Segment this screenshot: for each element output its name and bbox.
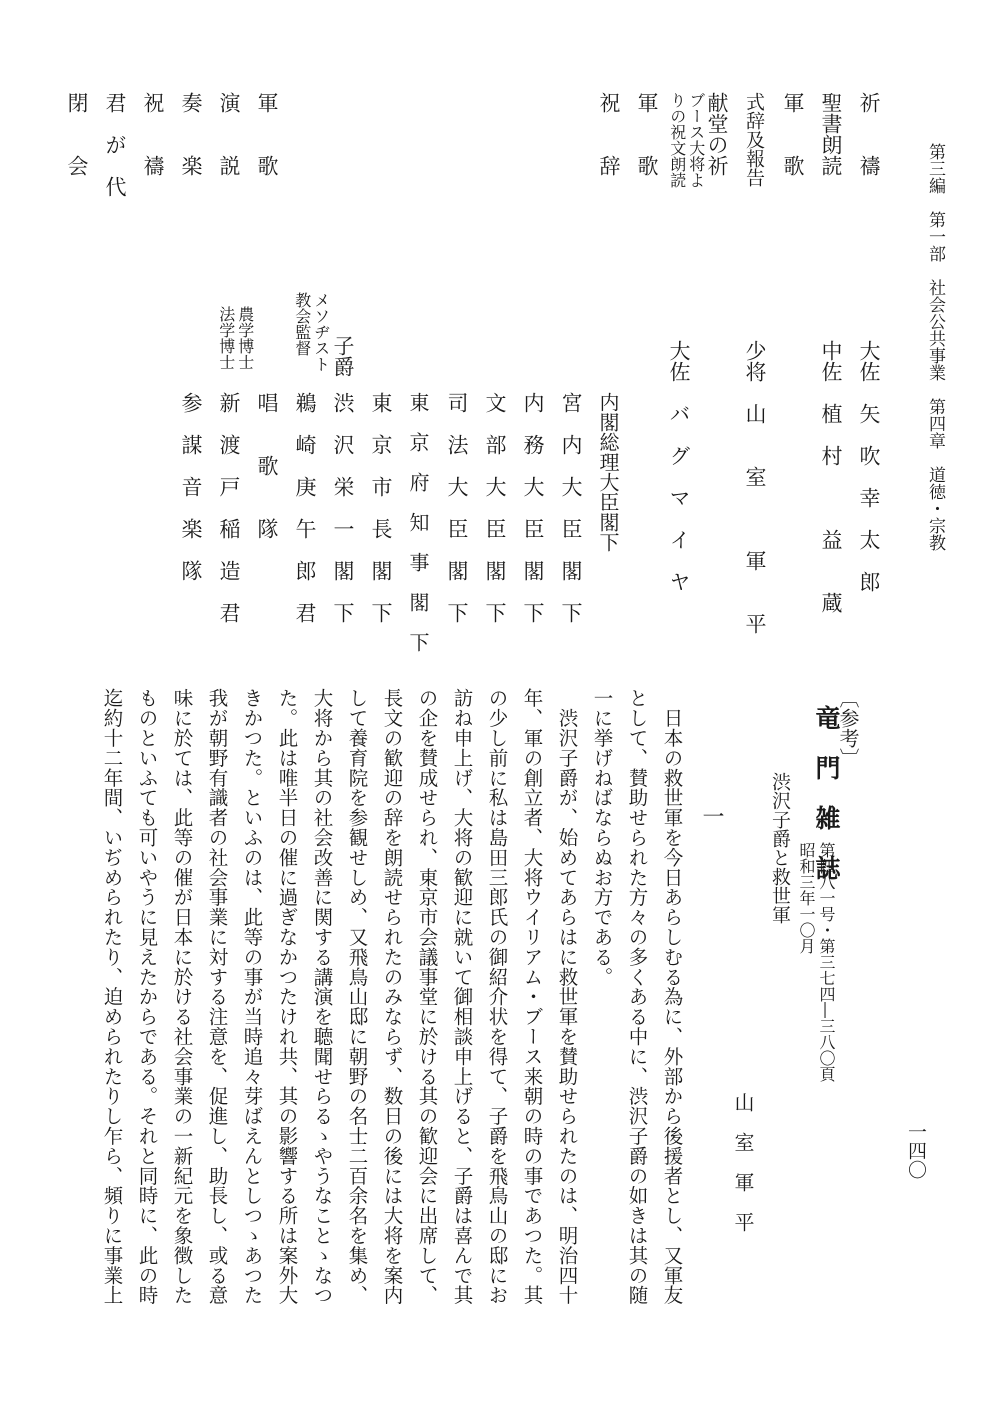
- program-label-closing: 閉 会: [65, 92, 89, 176]
- body-line: の企を賛成せられ、東京市会議事堂に於ける其の歓迎会に出席して、: [415, 688, 439, 1305]
- journal-date: 昭和三年一〇月: [797, 842, 816, 954]
- journal-issue: 第四八一号・第三七四―三八〇頁: [817, 842, 836, 1082]
- program-name-uzaki: 鵜 崎 庚 午 郎 君: [293, 392, 317, 623]
- program-label-congratulations: 祝 辞: [597, 92, 621, 176]
- body-line: して養育院を参観せしめ、又飛鳥山邸に朝野の名士二百余名を集め、: [345, 688, 369, 1305]
- program-label-song-3: 軍 歌: [255, 92, 279, 176]
- program-name-tokyo-governor: 東 京 府 知 事 閣 下: [406, 392, 430, 652]
- program-name-justice-minister: 司 法 大 臣 閣 下: [445, 392, 469, 623]
- program-name-nitobe: 新 渡 戸 稲 造 君: [217, 392, 241, 623]
- program-label-prayer: 祈 禱: [857, 92, 881, 176]
- page-number: 一四〇: [905, 1122, 927, 1179]
- body-line: 味に於ては、此等の催が日本に於ける社会事業の一新紀元を象徴した: [170, 688, 194, 1305]
- body-line: 大将から其の社会改善に関する講演を聴聞せらるゝやうなことゝなつ: [310, 688, 334, 1305]
- running-head: 第三編 第一部 社会公共事業 第四章 道徳・宗教: [925, 143, 945, 551]
- program-name-yamamuro: 少将 山 室 軍 平: [743, 340, 767, 634]
- program-label-scripture: 聖書朗読: [819, 92, 843, 176]
- program-label-anthem: 君 が 代: [103, 92, 127, 197]
- program-title-methodist-line1: メソヂスト: [311, 292, 331, 372]
- program-title-methodist-line2: 教会監督: [292, 292, 312, 356]
- program-label-benediction: 祝 禱: [141, 92, 165, 176]
- body-line: 日本の救世軍を今日あらしむる為に、外部から後援者とし、又軍友: [660, 688, 684, 1305]
- section-number: 一: [699, 805, 724, 827]
- program-title-viscount: 子爵: [331, 335, 355, 377]
- program-label-booth-message-line1: ブース大将よ: [686, 92, 706, 188]
- body-line: 渋沢子爵が、始めてあらはに救世軍を賛助せられたのは、明治四十: [555, 688, 579, 1305]
- program-label-music: 奏 楽: [179, 92, 203, 176]
- program-name-choir: 唱 歌 隊: [255, 392, 279, 539]
- journal-title: 竜 門 雑 誌: [812, 705, 841, 880]
- program-name-band: 参 謀 音 楽 隊: [179, 392, 203, 581]
- program-name-uemura: 中佐 植 村 益 蔵: [819, 340, 843, 613]
- program-name-education-minister: 文 部 大 臣 閣 下: [483, 392, 507, 623]
- body-line: の少し前に私は島田三郎氏の御紹介状を得て、子爵を飛鳥山の邸にお: [485, 688, 509, 1305]
- body-line: 長文の歓迎の辞を朗読せられたのみならず、数日の後には大将を案内: [380, 688, 404, 1305]
- program-name-shibusawa: 渋 沢 栄 一 閣 下: [331, 392, 355, 623]
- body-line: 一に挙げねばならぬお方である。: [590, 688, 614, 987]
- body-line: た。此は唯半日の催に過ぎなかつたけれ共、其の影響する所は案外大: [275, 688, 299, 1305]
- reference-tag: 〔参考〕: [836, 688, 860, 768]
- program-name-household-minister: 宮 内 大 臣 閣 下: [559, 392, 583, 623]
- article-title: 渋沢子爵と救世軍: [769, 772, 791, 924]
- program-label-address: 式辞及報告: [743, 92, 765, 187]
- body-line: ものといふても可いやうに見えたからである。それと同時に、此の時: [135, 688, 159, 1305]
- body-line: 年、軍の創立者、大将ウイリアム・ブース来朝の時の事であつた。其: [520, 688, 544, 1305]
- program-name-home-minister: 内 務 大 臣 閣 下: [521, 392, 545, 623]
- body-line: として、賛助せられた方々の多くある中に、渋沢子爵の如きは其の随: [625, 688, 649, 1305]
- program-name-yabuki: 大佐 矢 吹 幸 太 郎: [857, 340, 881, 592]
- program-title-doctor-law: 法学博士: [216, 306, 236, 370]
- body-line: 我が朝野有識者の社会事業に対する注意を、促進し、助長し、或る意: [205, 688, 229, 1305]
- body-line: きかつた。といふのは、此等の事が当時追々芽ばえんとしつゝあつた: [240, 688, 264, 1305]
- program-label-song-1: 軍 歌: [781, 92, 805, 176]
- body-line: 迄約十二年間、いぢめられたり、迫められたりし乍ら、頻りに事業上: [100, 688, 124, 1305]
- article-author: 山 室 軍 平: [731, 1092, 755, 1232]
- body-line: 訪ね申上げ、大将の歓迎に就いて御相談申上げると、子爵は喜んで其: [450, 688, 474, 1305]
- program-name-bagmaiya: 大佐 バ グ マ イ ヤ: [667, 340, 691, 592]
- program-name-prime-minister: 内閣総理大臣閣下: [596, 392, 620, 552]
- program-label-booth-message-line2: りの祝文朗読: [667, 92, 687, 188]
- program-label-speech: 演 説: [217, 92, 241, 176]
- program-name-tokyo-mayor: 東 京 市 長 閣 下: [369, 392, 393, 623]
- program-label-song-2: 軍 歌: [635, 92, 659, 176]
- program-label-dedication: 献堂の祈: [705, 92, 729, 176]
- program-title-doctor-agri: 農学博士: [235, 306, 255, 370]
